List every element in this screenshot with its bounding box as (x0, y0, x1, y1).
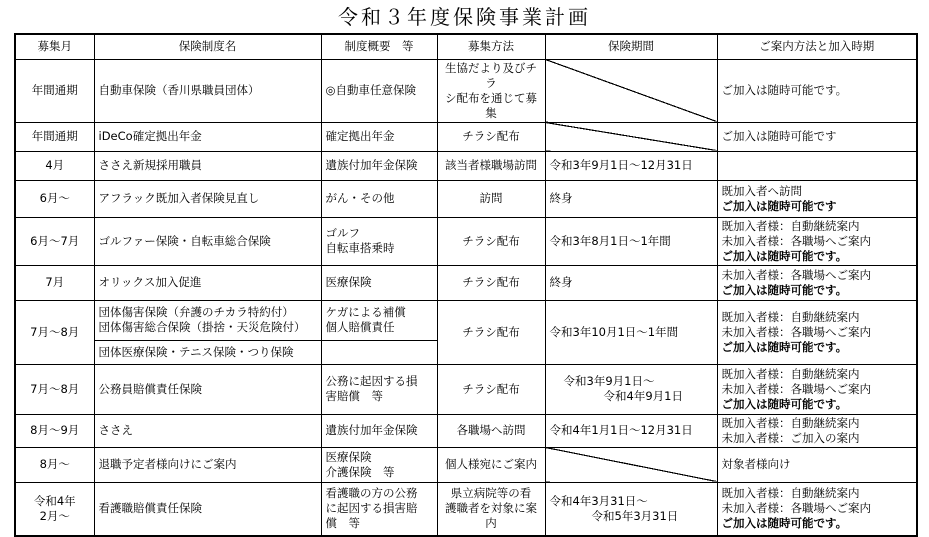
month-line: 令和4年 (33, 493, 76, 508)
summary-cell: 確定拠出年金 (321, 122, 437, 151)
info-line: ご加入は随時可能です。 (721, 396, 848, 411)
info-cell: ご加入は随時可能です (717, 122, 917, 151)
header-month: 募集月 (15, 34, 94, 59)
summary-line: 看護職の方の公務 (325, 486, 418, 501)
info-line: ご加入は随時可能です。 (721, 339, 848, 354)
period-line: 令和4年3月31日～ (549, 493, 648, 508)
month-cell: 8月～9月 (15, 414, 94, 447)
summary-cell: ◎自動車任意保険 (321, 59, 437, 122)
month-cell: 7月～8月 (15, 364, 94, 414)
table-row (15, 59, 917, 122)
period-cell: 終身 (545, 265, 717, 300)
method-cell: チラシ配布 (437, 300, 545, 364)
insurance-plan-table (14, 33, 918, 537)
period-cell: 令和3年8月1日～1年間 (545, 217, 717, 265)
method-cell: 個人様宛にご案内 (437, 447, 545, 482)
page-title: 令和３年度保険事業計画 (338, 5, 591, 29)
summary-cell (321, 300, 437, 340)
summary-cell: 医療保険 (321, 265, 437, 300)
info-line: 未加入者様：各職場へご案内 (721, 233, 871, 248)
info-cell-empty (717, 151, 917, 180)
header-info: ご案内方法と加入時期 (717, 34, 917, 59)
info-cell (717, 180, 917, 217)
period-cell (545, 364, 717, 414)
month-line: 2月～ (39, 508, 70, 523)
info-line: ご加入は随時可能です。 (721, 248, 848, 263)
info-line: 既加入者様：自動継続案内 (721, 309, 860, 324)
table-row (15, 180, 917, 217)
name-line: 団体傷害保険（弁護のチカラ特約付） (98, 305, 294, 319)
method-cell: チラシ配布 (437, 364, 545, 414)
table-header-row (15, 34, 917, 59)
month-cell: 年間通期 (15, 122, 94, 151)
method-cell: チラシ配布 (437, 217, 545, 265)
summary-line: ゴルフ (325, 226, 360, 240)
summary-line: 償 等 (325, 516, 360, 531)
info-line: 既加入者様：自動継続案内 (721, 218, 860, 233)
table-row (15, 447, 917, 482)
period-cell: 令和3年9月1日～12月31日 (545, 151, 717, 180)
header-summary: 制度概要 等 (321, 34, 437, 59)
summary-cell (321, 364, 437, 414)
header-name: 保険制度名 (94, 34, 321, 59)
period-cell-empty (545, 59, 717, 122)
name-cell: 自動車保険（香川県職員団体） (94, 59, 321, 122)
summary-line: 害賠償 等 (325, 389, 383, 403)
table-row (15, 122, 917, 151)
info-cell (717, 364, 917, 414)
summary-cell: 遺族付加年金保険 (321, 414, 437, 447)
month-cell: 6月～ (15, 180, 94, 217)
name-cell: ささえ新規採用職員 (94, 151, 321, 180)
period-cell: 終身 (545, 180, 717, 217)
name-cell: 公務員賠償責任保険 (94, 364, 321, 414)
month-cell: 7月～8月 (15, 300, 94, 364)
info-line: 既加入者様：自動継続案内 (721, 415, 860, 430)
summary-cell (321, 217, 437, 265)
table-row (15, 265, 917, 300)
info-line: 未加入者様：各職場へご案内 (721, 501, 871, 516)
info-line: 未加入者様：各職場へご案内 (721, 267, 871, 282)
info-line: ご加入は随時可能です。 (721, 516, 848, 531)
summary-cell: 遺族付加年金保険 (321, 151, 437, 180)
name-cell: 団体医療保険・テニス保険・つり保険 (94, 340, 321, 364)
summary-line: に起因する損害賠 (325, 501, 418, 516)
info-line: 未加入者様：ご加入の案内 (721, 430, 860, 445)
month-cell: 年間通期 (15, 59, 94, 122)
period-cell-empty (545, 122, 717, 151)
method-line: 県立病院等の看 (450, 486, 532, 501)
table-row (15, 151, 917, 180)
table-row (15, 300, 917, 340)
period-cell-empty (545, 447, 717, 482)
header-method: 募集方法 (437, 34, 545, 59)
period-line: 令和5年3月31日 (591, 508, 679, 523)
month-cell: 8月～ (15, 447, 94, 482)
method-line: シ配布を通じて募集 (445, 90, 537, 120)
name-line: 団体傷害総合保険（掛捨・天災危険付） (98, 320, 306, 334)
summary-line: 公務に起因する損 (325, 374, 418, 388)
summary-line: ケガによる補償 (325, 305, 406, 319)
method-cell: 訪問 (437, 180, 545, 217)
period-line: 令和3年9月1日～ (563, 374, 655, 388)
info-line: 既加入者様：自動継続案内 (721, 366, 860, 381)
info-line: ご加入は随時可能です (721, 198, 837, 213)
name-cell: ゴルファー保険・自転車総合保険 (94, 217, 321, 265)
name-cell (94, 300, 321, 340)
info-line: ご加入は随時可能です。 (721, 282, 848, 297)
method-cell (437, 59, 545, 122)
summary-cell-empty (321, 340, 437, 364)
name-cell: 看護職賠償責任保険 (94, 482, 321, 536)
method-line: 護職者を対象に案内 (445, 501, 537, 531)
info-cell: 対象者様向け (717, 447, 917, 482)
method-cell: チラシ配布 (437, 122, 545, 151)
name-cell: 退職予定者様向けにご案内 (94, 447, 321, 482)
header-period: 保険期間 (545, 34, 717, 59)
table-row (15, 414, 917, 447)
info-cell (717, 217, 917, 265)
name-cell: ささえ (94, 414, 321, 447)
month-cell: 6月～7月 (15, 217, 94, 265)
info-cell (717, 414, 917, 447)
info-cell: ご加入は随時可能です。 (717, 59, 917, 122)
method-line: 生協だより及びチラ (445, 60, 537, 90)
summary-line: 医療保険 (325, 449, 372, 464)
method-cell: 該当者様職場訪問 (437, 151, 545, 180)
info-line: 未加入者様：各職場へご案内 (721, 324, 871, 339)
info-line: 既加入者へ訪問 (721, 183, 802, 198)
table-row (15, 217, 917, 265)
info-cell (717, 265, 917, 300)
summary-line: 個人賠償責任 (325, 320, 395, 334)
month-cell: 4月 (15, 151, 94, 180)
period-cell: 令和4年1月1日～12月31日 (545, 414, 717, 447)
table-row (15, 364, 917, 414)
info-line: 未加入者様：各職場へご案内 (721, 381, 871, 396)
name-cell: iDeCo確定拠出年金 (94, 122, 321, 151)
name-cell: オリックス加入促進 (94, 265, 321, 300)
method-cell: チラシ配布 (437, 265, 545, 300)
summary-cell: がん・その他 (321, 180, 437, 217)
info-cell (717, 300, 917, 364)
summary-line: 自転車搭乗時 (325, 241, 395, 255)
period-line: 令和4年9月1日 (603, 389, 683, 403)
period-cell: 令和3年10月1日～1年間 (545, 300, 717, 364)
name-cell: アフラック既加入者保険見直し (94, 180, 321, 217)
summary-cell (321, 447, 437, 482)
method-cell: 各職場へ訪問 (437, 414, 545, 447)
summary-line: 介護保険 等 (325, 464, 395, 479)
info-line: 既加入者様：自動継続案内 (721, 486, 860, 501)
month-cell: 7月 (15, 265, 94, 300)
